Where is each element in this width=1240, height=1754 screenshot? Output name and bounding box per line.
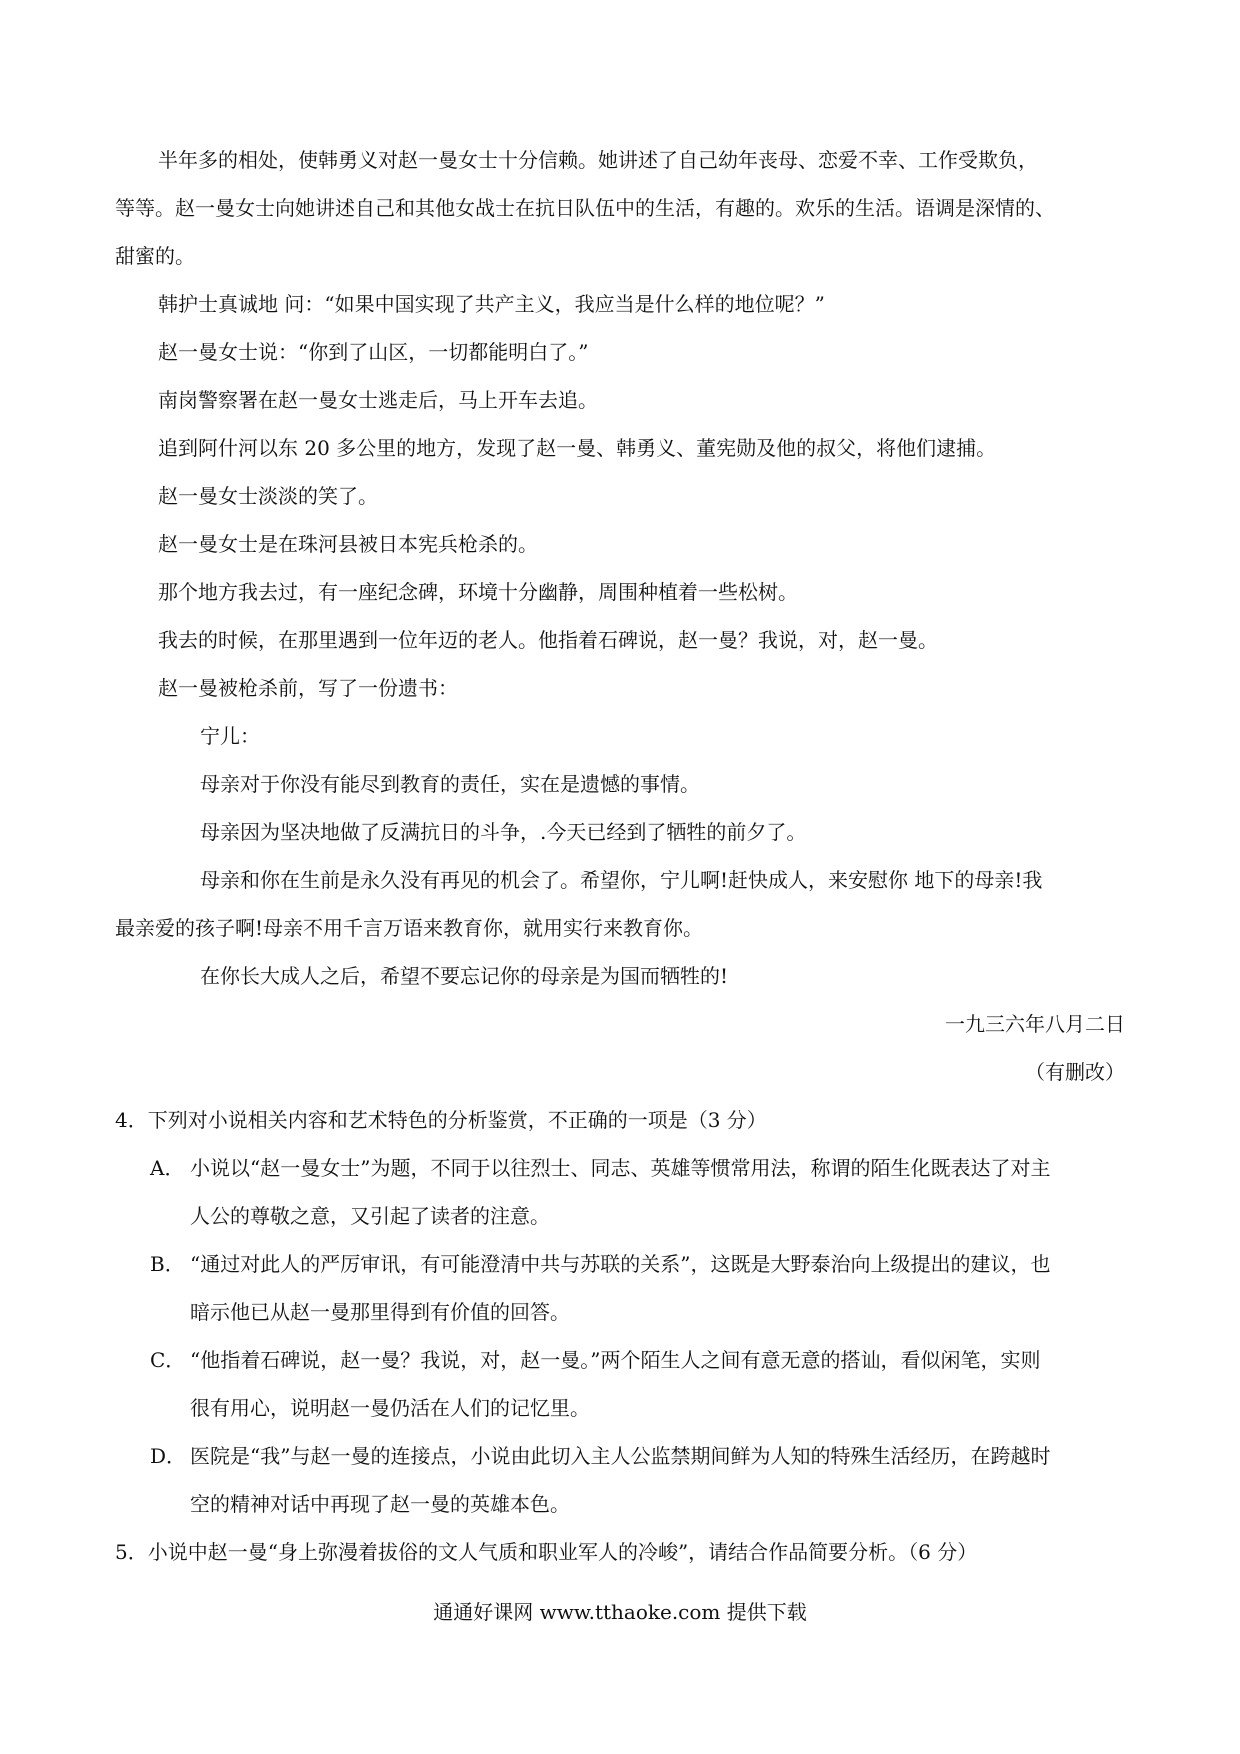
- option-b-line-2: 暗示他已从赵一曼那里得到有价值的回答。: [190, 1300, 570, 1324]
- story-paragraph-4: 南岗警察署在赵一曼女士逃走后，马上开车去追。: [158, 388, 598, 412]
- story-paragraph-3: 赵一曼女士说：“你到了山区，一切都能明白了。”: [158, 340, 589, 364]
- letter-salutation: 宁儿：: [200, 724, 260, 748]
- letter-line-4: 在你长大成人之后，希望不要忘记你的母亲是为国而牺牲的!: [200, 964, 729, 988]
- option-b-line-1: “通过对此人的严厉审讯，有可能澄清中共与苏联的关系”，这既是大野泰治向上级提出的建议，也: [190, 1252, 1051, 1276]
- option-d-label: D．: [150, 1444, 187, 1468]
- story-paragraph-8: 那个地方我去过，有一座纪念碑，环境十分幽静，周围种植着一些松树。: [158, 580, 798, 604]
- option-c-line-1: “他指着石碑说，赵一曼？我说，对，赵一曼。”两个陌生人之间有意无意的搭讪，看似闲笔，实则: [190, 1348, 1041, 1372]
- story-paragraph-6: 赵一曼女士淡淡的笑了。: [158, 484, 378, 508]
- page-footer: 通通好课网 www.tthaoke.com 提供下载: [433, 1600, 807, 1624]
- letter-line-3a: 母亲和你在生前是永久没有再见的机会了。希望你，宁儿啊!赶快成人，来安慰你 地下的母亲!我: [200, 868, 1043, 892]
- letter-line-2: 母亲因为坚决地做了反满抗日的斗争，.今天已经到了牺牲的前夕了。: [200, 820, 807, 844]
- story-paragraph-7: 赵一曼女士是在珠河县被日本宪兵枪杀的。: [158, 532, 538, 556]
- story-paragraph-2: 韩护士真诚地 问：“如果中国实现了共产主义，我应当是什么样的地位呢？”: [158, 292, 825, 316]
- option-d-line-1: 医院是“我”与赵一曼的连接点，小说由此切入主人公监禁期间鲜为人知的特殊生活经历，在跨越时: [190, 1444, 1051, 1468]
- story-paragraph-10: 赵一曼被枪杀前，写了一份遗书：: [158, 676, 458, 700]
- option-a-label: A．: [150, 1156, 185, 1180]
- letter-line-3b: 最亲爱的孩子啊!母亲不用千言万语来教育你，就用实行来教育你。: [115, 916, 704, 940]
- story-paragraph-1-line-3: 甜蜜的。: [115, 244, 195, 268]
- abridged-note: （有删改）: [1025, 1060, 1125, 1084]
- story-paragraph-1-line-2: 等等。赵一曼女士向她讲述自己和其他女战士在抗日队伍中的生活，有趣的。欢乐的生活。语调是深情的、: [115, 196, 1055, 220]
- option-d-line-2: 空的精神对话中再现了赵一曼的英雄本色。: [190, 1492, 570, 1516]
- story-paragraph-9: 我去的时候，在那里遇到一位年迈的老人。他指着石碑说，赵一曼？我说，对，赵一曼。: [158, 628, 938, 652]
- option-c-label: C．: [150, 1348, 186, 1372]
- option-c-line-2: 很有用心，说明赵一曼仍活在人们的记忆里。: [190, 1396, 590, 1420]
- story-paragraph-5: 追到阿什河以东 20 多公里的地方，发现了赵一曼、韩勇义、董宪勋及他的叔父，将他们逮捕。: [158, 436, 997, 460]
- story-paragraph-1-line-1: 半年多的相处，使韩勇义对赵一曼女士十分信赖。她讲述了自己幼年丧母、恋爱不幸、工作受欺负，: [158, 148, 1038, 172]
- option-a-line-2: 人公的尊敬之意，又引起了读者的注意。: [190, 1204, 550, 1228]
- option-a-line-1: 小说以“赵一曼女士”为题，不同于以往烈士、同志、英雄等惯常用法，称谓的陌生化既表达了对主: [190, 1156, 1051, 1180]
- question-5-stem: 5．小说中赵一曼“身上弥漫着拔俗的文人气质和职业军人的冷峻”，请结合作品简要分析。（6 分）: [115, 1540, 978, 1564]
- question-4-stem: 4．下列对小说相关内容和艺术特色的分析鉴赏，不正确的一项是（3 分）: [115, 1108, 767, 1132]
- option-b-label: B．: [150, 1252, 185, 1276]
- letter-date: 一九三六年八月二日: [945, 1012, 1125, 1036]
- letter-line-1: 母亲对于你没有能尽到教育的责任，实在是遗憾的事情。: [200, 772, 700, 796]
